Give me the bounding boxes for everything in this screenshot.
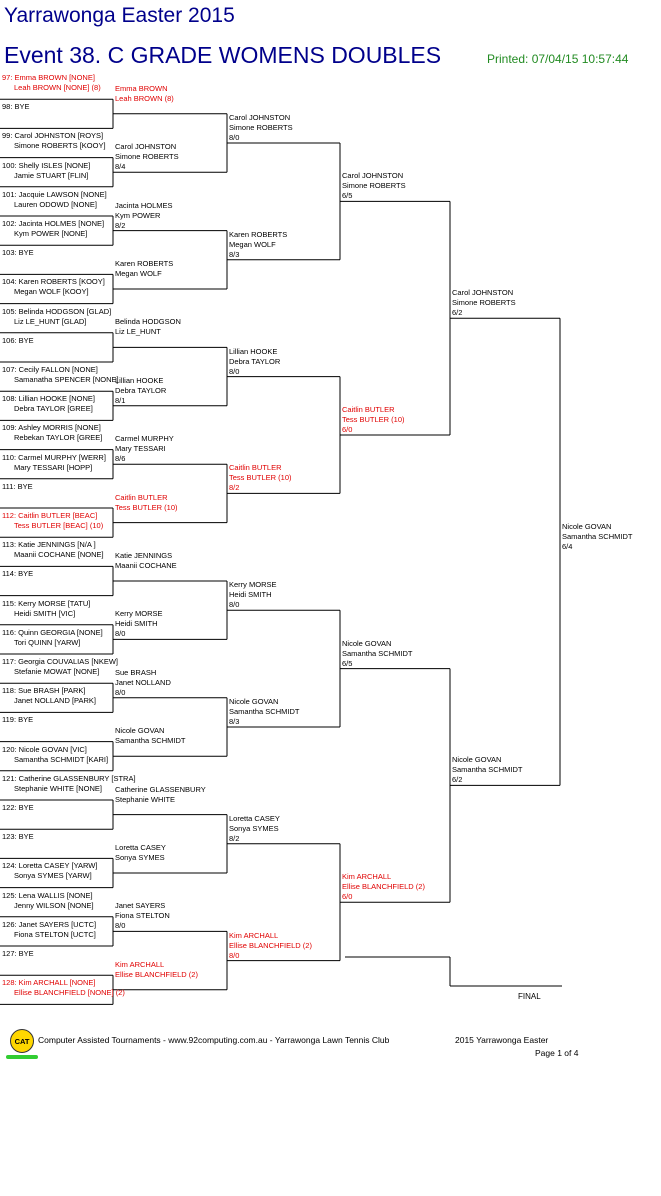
entry-cell	[2, 453, 106, 473]
match-result	[342, 405, 405, 435]
player-1: 100: Shelly ISLES [NONE]	[2, 160, 91, 170]
entry-cell	[2, 920, 96, 940]
player-1: Belinda HODGSON	[115, 317, 181, 327]
match-result	[115, 726, 185, 746]
event-title: Event 38. C GRADE WOMENS DOUBLES	[4, 42, 442, 68]
player-2: Tess BUTLER (10)	[229, 473, 292, 483]
entry-cell	[2, 511, 103, 531]
player-2: Fiona STELTON [UCTC]	[14, 929, 96, 939]
entry-cell	[2, 657, 118, 677]
player-1: 99: Carol JOHNSTON [ROYS]	[2, 131, 104, 141]
match-score: 8/0	[229, 600, 240, 610]
player-1: Kim ARCHALL	[342, 872, 392, 882]
player-1: 97: Emma BROWN [NONE]	[2, 73, 95, 82]
entry-cell	[2, 891, 94, 911]
entry-cell	[2, 161, 90, 181]
player-2: Megan WOLF	[115, 269, 162, 278]
entry-cell	[2, 394, 95, 414]
player-1: Carol JOHNSTON	[115, 142, 177, 152]
player-1: 106: BYE	[2, 335, 34, 345]
player-2: Samantha SCHMIDT	[115, 736, 186, 746]
match-score: 8/4	[115, 162, 126, 172]
player-1: Nicole GOVAN	[115, 726, 165, 736]
match-score: 8/2	[115, 220, 126, 230]
player-1: Loretta CASEY	[115, 843, 166, 852]
player-2: Samantha SCHMIDT [KARI]	[14, 754, 109, 764]
player-2: Janet NOLLAND [PARK]	[14, 696, 96, 706]
player-1: Katie JENNINGS	[115, 551, 173, 560]
match-score: 6/2	[452, 308, 463, 318]
player-2: Megan WOLF	[229, 239, 276, 249]
player-2: Sonya SYMES [YARW]	[14, 871, 92, 881]
match-result	[115, 201, 173, 231]
match-result	[229, 814, 280, 844]
player-2: Fiona STELTON	[115, 911, 170, 921]
entry-cell	[2, 131, 106, 151]
player-2: Mary TESSARI [HOPP]	[14, 462, 93, 472]
player-2: Lauren ODOWD [NONE]	[14, 199, 97, 209]
match-result	[115, 84, 174, 104]
player-1: Lillian HOOKE	[229, 346, 278, 356]
match-result	[115, 609, 163, 639]
player-1: Nicole GOVAN	[562, 521, 612, 531]
player-2: Megan WOLF [KOOY]	[14, 287, 89, 297]
match-result	[229, 230, 287, 260]
player-1: Carmel MURPHY	[115, 434, 174, 444]
player-2: Jamie STUART [FLIN]	[14, 170, 89, 180]
match-score: 8/0	[229, 366, 240, 376]
match-result	[115, 376, 166, 406]
entry-cell	[2, 365, 119, 385]
player-1: 122: BYE	[2, 803, 34, 812]
player-2: Liz LE_HUNT [GLAD]	[14, 316, 87, 326]
player-1: Caitlin BUTLER	[342, 405, 395, 414]
match-result	[115, 551, 177, 571]
player-2: Ellise BLANCHFIELD (2)	[229, 940, 312, 950]
match-result	[562, 522, 632, 552]
player-2: Sonya SYMES	[229, 823, 279, 833]
player-1: 126: Janet SAYERS [UCTC]	[2, 919, 97, 929]
player-1: Kerry MORSE	[115, 609, 163, 619]
player-1: Emma BROWN	[115, 83, 168, 93]
entry-cell	[2, 190, 107, 210]
player-1: Jacinta HOLMES	[115, 200, 173, 210]
entry-cell	[2, 540, 104, 560]
match-score: 8/3	[229, 717, 240, 726]
player-1: Caitlin BUTLER	[115, 492, 168, 502]
match-result	[229, 463, 292, 493]
entry-cell	[2, 277, 105, 297]
entry-cell	[2, 978, 125, 998]
entry-cell	[2, 949, 34, 959]
player-2: Mary TESSARI	[115, 444, 166, 454]
match-result	[452, 288, 516, 318]
match-result	[115, 317, 181, 337]
entry-cell	[2, 336, 34, 346]
match-result	[115, 259, 173, 279]
match-score: 6/4	[562, 541, 573, 551]
player-2: Kym POWER [NONE]	[14, 229, 88, 238]
match-result	[115, 668, 171, 698]
player-2: Rebekan TAYLOR [GREE]	[14, 433, 103, 443]
player-1: 101: Jacquie LAWSON [NONE]	[2, 189, 107, 199]
match-result	[115, 960, 198, 980]
match-score: 8/2	[229, 833, 240, 843]
player-1: 102: Jacinta HOLMES [NONE]	[2, 219, 105, 228]
player-1: Nicole GOVAN	[342, 638, 392, 648]
player-2: Simone ROBERTS	[452, 298, 516, 308]
player-1: 104: Karen ROBERTS [KOOY]	[2, 277, 105, 287]
match-score: 8/1	[115, 395, 126, 405]
player-2: Maanii COCHANE [NONE]	[14, 550, 104, 560]
player-2: Leah BROWN [NONE] (8)	[14, 83, 101, 92]
player-1: Carol JOHNSTON	[342, 171, 404, 181]
player-2: Maanii COCHANE	[115, 561, 177, 570]
player-2: Stephanie WHITE [NONE]	[14, 783, 102, 793]
player-1: Kerry MORSE	[229, 580, 277, 590]
tournament-title: Yarrawonga Easter 2015	[4, 4, 235, 27]
match-result	[342, 171, 406, 201]
player-1: Nicole GOVAN	[229, 697, 279, 706]
footer-event: 2015 Yarrawonga Easter	[455, 1035, 549, 1045]
player-1: 105: Belinda HODGSON [GLAD]	[2, 306, 112, 316]
player-2: Simone ROBERTS	[115, 152, 179, 162]
player-2: Kym POWER	[115, 210, 161, 220]
match-result	[229, 931, 312, 961]
page-number: Page 1 of 4	[535, 1048, 579, 1058]
player-2: Simone ROBERTS	[229, 123, 293, 132]
player-1: 108: Lillian HOOKE [NONE]	[2, 394, 95, 404]
entry-cell	[2, 715, 33, 725]
player-1: 107: Cecily FALLON [NONE]	[2, 365, 98, 374]
player-2: Leah BROWN (8)	[115, 93, 174, 103]
player-2: Stefanie MOWAT [NONE]	[14, 667, 100, 676]
entry-cell	[2, 248, 34, 258]
player-1: 113: Katie JENNINGS [N/A ]	[2, 540, 96, 550]
entry-cell	[2, 219, 104, 239]
player-2: Samanatha SPENCER [NONE]	[14, 375, 119, 384]
match-score: 8/0	[229, 133, 240, 142]
player-2: Heidi SMITH	[229, 590, 272, 600]
player-1: 110: Carmel MURPHY [WERR]	[2, 452, 106, 462]
player-2: Samantha SCHMIDT	[562, 531, 633, 541]
match-result	[342, 872, 425, 902]
match-result	[115, 843, 166, 863]
entry-cell	[2, 599, 90, 619]
match-result	[229, 347, 280, 377]
player-2: Heidi SMITH [VIC]	[14, 608, 76, 618]
player-2: Samantha SCHMIDT	[452, 765, 523, 775]
final-label: FINAL	[518, 992, 541, 1001]
entry-cell	[2, 73, 101, 93]
match-score: 6/2	[452, 775, 463, 785]
player-1: 119: BYE	[2, 715, 34, 725]
player-2: Heidi SMITH	[115, 619, 158, 629]
player-2: Debra TAYLOR	[229, 356, 281, 366]
player-1: 118: Sue BRASH [PARK]	[2, 686, 86, 696]
player-2: Samantha SCHMIDT	[229, 707, 300, 716]
player-1: Lillian HOOKE	[115, 375, 164, 385]
entry-cell	[2, 628, 103, 648]
entry-cell	[2, 803, 34, 813]
entry-cell	[2, 832, 34, 842]
player-2: Janet NOLLAND	[115, 677, 171, 687]
player-2: Ellise BLANCHFIELD (2)	[115, 969, 198, 979]
player-2: Tess BUTLER [BEAC] (10)	[14, 521, 104, 530]
entry-cell	[2, 423, 102, 443]
player-1: Kim ARCHALL	[229, 930, 279, 940]
player-2: Debra TAYLOR	[115, 385, 167, 395]
player-2: Stephanie WHITE	[115, 794, 176, 804]
match-result	[229, 113, 293, 143]
entry-cell	[2, 307, 111, 327]
player-1: 98: BYE	[2, 102, 30, 112]
match-score: 8/0	[229, 950, 240, 960]
match-score: 6/5	[342, 191, 353, 201]
match-result	[115, 901, 170, 931]
entry-cell	[2, 482, 33, 492]
player-1: 114: BYE	[2, 569, 34, 579]
player-1: 112: Caitlin BUTLER [BEAC]	[2, 511, 98, 520]
player-2: Tess BUTLER (10)	[115, 502, 178, 512]
player-2: Simone ROBERTS	[342, 181, 406, 191]
match-result	[115, 142, 179, 172]
player-1: Loretta CASEY	[229, 813, 280, 823]
entry-cell	[2, 569, 33, 579]
match-result	[229, 697, 299, 727]
player-1: 125: Lena WALLIS [NONE]	[2, 890, 93, 900]
player-1: Carol JOHNSTON	[229, 113, 291, 122]
footer-text: Computer Assisted Tournaments - www.92computing.com.au - Yarrawonga Lawn Tennis Club	[38, 1035, 390, 1045]
match-result	[115, 493, 178, 513]
match-result	[342, 639, 412, 669]
entry-cell	[2, 102, 30, 112]
player-2: Ellise BLANCHFIELD (2)	[342, 882, 425, 892]
match-score: 8/2	[229, 483, 240, 493]
match-score: 8/0	[115, 629, 126, 639]
cat-logo: CAT	[10, 1029, 34, 1053]
player-2: Samantha SCHMIDT	[342, 648, 413, 658]
match-result	[452, 755, 522, 785]
player-1: 124: Loretta CASEY [YARW]	[2, 861, 98, 871]
match-score: 8/6	[115, 454, 126, 464]
player-1: Kim ARCHALL	[115, 959, 165, 969]
player-1: Catherine GLASSENBURY	[115, 784, 206, 794]
player-1: Karen ROBERTS	[115, 259, 174, 268]
player-2: Jenny WILSON [NONE]	[14, 900, 94, 910]
player-1: 120: Nicole GOVAN [VIC]	[2, 744, 87, 754]
match-score: 8/3	[229, 249, 240, 259]
player-2: Sonya SYMES	[115, 853, 165, 862]
player-1: Sue BRASH	[115, 667, 157, 677]
match-score: 6/5	[342, 658, 353, 668]
player-1: 115: Kerry MORSE [TATU]	[2, 598, 91, 608]
match-result	[115, 434, 174, 464]
player-1: 121: Catherine GLASSENBURY [STRA]	[2, 773, 136, 783]
match-result	[229, 580, 277, 610]
printed-timestamp: Printed: 07/04/15 10:57:44	[487, 52, 629, 66]
player-2: Debra TAYLOR [GREE]	[14, 404, 93, 414]
player-1: Nicole GOVAN	[452, 755, 502, 765]
player-1: 111: BYE	[2, 481, 33, 491]
player-2: Tori QUINN [YARW]	[14, 637, 81, 647]
player-1: 117: Georgia COUVALIAS [NKEW]	[2, 657, 119, 666]
player-1: 109: Ashley MORRIS [NONE]	[2, 423, 101, 433]
player-2: Tess BUTLER (10)	[342, 415, 405, 424]
player-1: 127: BYE	[2, 949, 34, 958]
player-1: Karen ROBERTS	[229, 229, 288, 239]
match-result	[115, 785, 206, 805]
player-1: 103: BYE	[2, 248, 34, 258]
logo-underline	[6, 1055, 38, 1059]
match-score: 6/0	[342, 892, 353, 902]
match-score: 6/0	[342, 425, 353, 434]
player-2: Ellise BLANCHFIELD [NONE] (2)	[14, 988, 125, 998]
player-1: Carol JOHNSTON	[452, 288, 514, 298]
player-1: 116: Quinn GEORGIA [NONE]	[2, 627, 103, 637]
player-2: Simone ROBERTS [KOOY]	[14, 141, 106, 151]
player-1: 123: BYE	[2, 832, 34, 842]
player-2: Liz LE_HUNT	[115, 327, 161, 337]
match-score: 8/0	[115, 921, 126, 931]
entry-cell	[2, 745, 108, 765]
player-1: Caitlin BUTLER	[229, 463, 282, 473]
entry-cell	[2, 861, 97, 881]
player-1: 128: Kim ARCHALL [NONE]	[2, 978, 96, 988]
player-1: Janet SAYERS	[115, 901, 166, 911]
match-score: 8/0	[115, 687, 126, 697]
entry-cell	[2, 686, 96, 706]
